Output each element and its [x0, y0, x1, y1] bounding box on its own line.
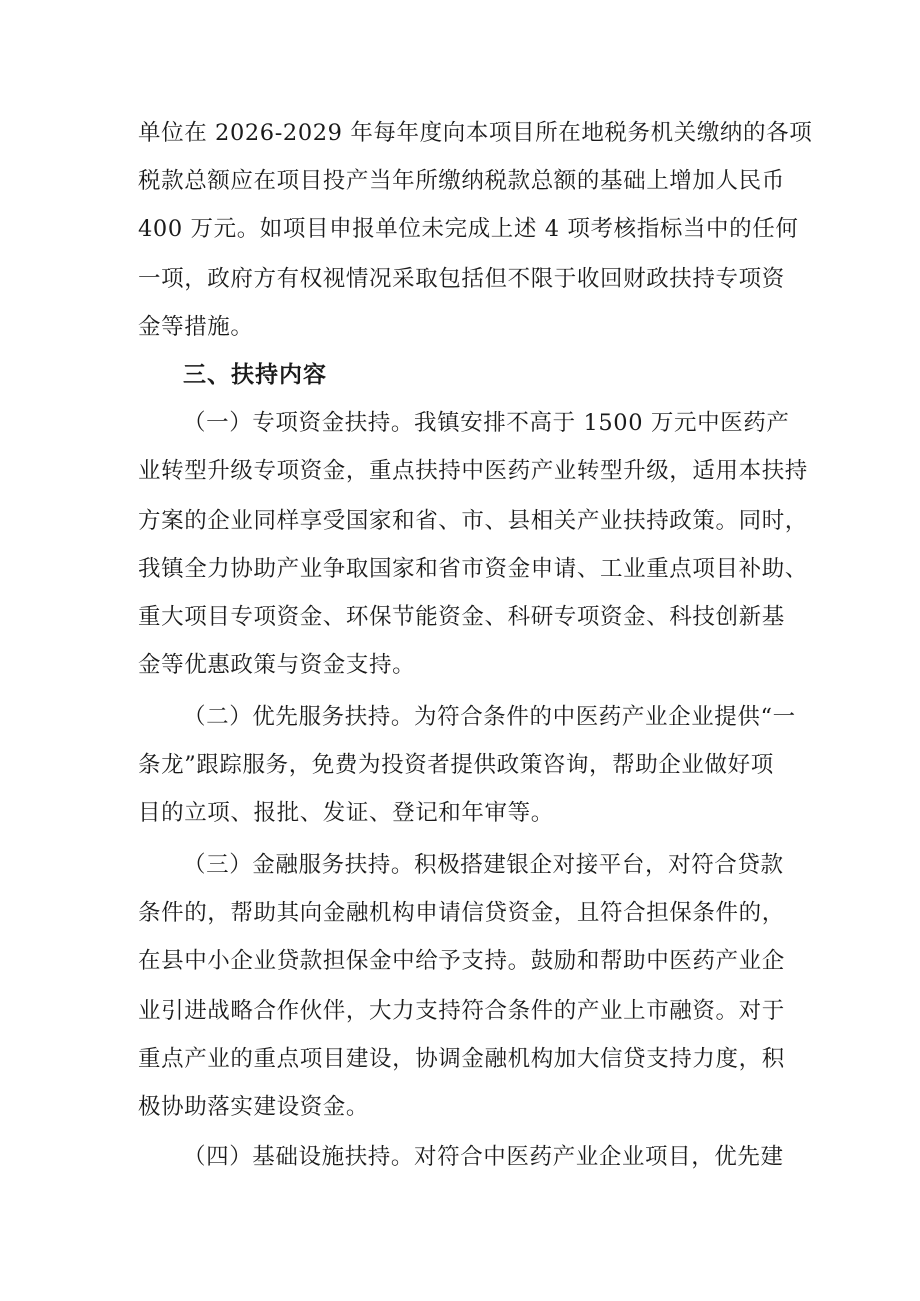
- text-line: 重大项目专项资金、环保节能资金、科研专项资金、科技创新基: [138, 604, 785, 630]
- text-line: 业转型升级专项资金，重点扶持中医药产业转型升级，适用本扶持: [138, 458, 808, 484]
- text-line: 400 万元。如项目申报单位未完成上述 4 项考核指标当中的任何: [138, 216, 799, 242]
- text-line: 一项，政府方有权视情况采取包括但不限于收回财政扶持专项资: [138, 266, 785, 292]
- text-line: 重点产业的重点项目建设，协调金融机构加大信贷支持力度，积: [138, 1046, 785, 1072]
- text-line: 业引进战略合作伙伴，大力支持符合条件的产业上市融资。对于: [138, 998, 785, 1024]
- text-line: 极协助落实建设资金。: [138, 1094, 370, 1120]
- text-line: （一）专项资金扶持。我镇安排不高于 1500 万元中医药产: [183, 410, 790, 436]
- text-line: 单位在 2026-2029 年每年度向本项目所在地税务机关缴纳的各项: [138, 120, 813, 146]
- section-heading: 三、扶持内容: [183, 362, 327, 388]
- text-line: （三）金融服务扶持。积极搭建银企对接平台，对符合贷款: [183, 852, 784, 878]
- text-line: 目的立项、报批、发证、登记和年审等。: [138, 800, 554, 826]
- text-line: （二）优先服务扶持。为符合条件的中医药产业企业提供“一: [183, 704, 796, 730]
- text-line: 税款总额应在项目投产当年所缴纳税款总额的基础上增加人民币: [138, 168, 785, 194]
- text-line: 金等优惠政策与资金支持。: [138, 652, 416, 678]
- text-line: 条件的，帮助其向金融机构申请信贷资金，且符合担保条件的，: [138, 900, 785, 926]
- text-line: 我镇全力协助产业争取国家和省市资金申请、工业重点项目补助、: [138, 556, 808, 582]
- text-line: 方案的企业同样享受国家和省、市、县相关产业扶持政策。同时，: [138, 508, 808, 534]
- text-line: （四）基础设施扶持。对符合中医药产业企业项目，优先建: [183, 1144, 784, 1170]
- text-line: 金等措施。: [138, 314, 254, 340]
- text-line: 条龙”跟踪服务，免费为投资者提供政策咨询，帮助企业做好项: [138, 752, 774, 778]
- text-line: 在县中小企业贷款担保金中给予支持。鼓励和帮助中医药产业企: [138, 948, 785, 974]
